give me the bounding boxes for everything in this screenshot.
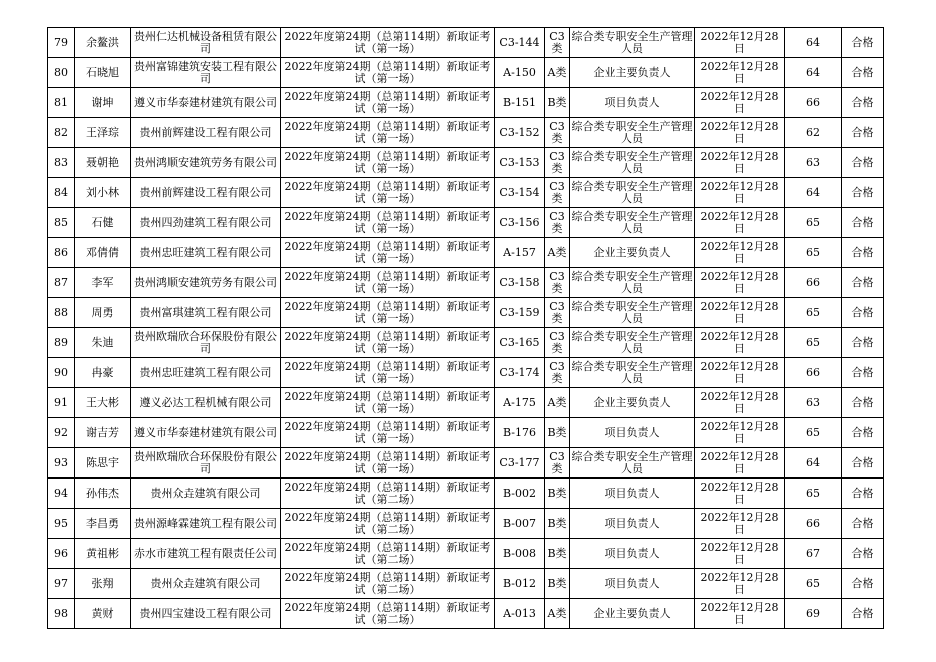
certificate-number-cell: C3-165: [495, 328, 545, 358]
certificate-number-cell: A-157: [495, 238, 545, 268]
result-cell: 合格: [842, 328, 884, 358]
position-title-cell: 项目负责人: [570, 509, 695, 539]
table-row: [48, 208, 884, 238]
certificate-number-cell: C3-158: [495, 268, 545, 298]
result-cell: 合格: [842, 509, 884, 539]
certificate-number-cell: C3-174: [495, 358, 545, 388]
certificate-number-cell: C3-177: [495, 448, 545, 479]
exam-date-cell: 2022年12月28日: [695, 298, 785, 328]
person-name-cell: 周勇: [75, 298, 131, 328]
result-cell: 合格: [842, 298, 884, 328]
row-number-cell: 98: [48, 599, 75, 629]
person-name-cell: 孙伟杰: [75, 478, 131, 509]
company-name-cell: 贵州鸿顺安建筑劳务有限公司: [131, 268, 281, 298]
exam-session-cell: 2022年度第24期（总第114期）新取证考试（第一场）: [281, 268, 495, 298]
company-name-cell: 贵州欧瑞欣合环保股份有限公司: [131, 328, 281, 358]
exam-session-cell: 2022年度第24期（总第114期）新取证考试（第一场）: [281, 178, 495, 208]
category-cell: C3类: [545, 118, 570, 148]
result-cell: 合格: [842, 448, 884, 479]
company-name-cell: 贵州欧瑞欣合环保股份有限公司: [131, 448, 281, 479]
company-name-cell: 贵州忠旺建筑工程有限公司: [131, 238, 281, 268]
position-title-cell: 企业主要负责人: [570, 599, 695, 629]
table-row: [48, 178, 884, 208]
table-row: [48, 509, 884, 539]
position-title-cell: 企业主要负责人: [570, 388, 695, 418]
table-row: [48, 328, 884, 358]
row-number-cell: 91: [48, 388, 75, 418]
category-cell: C3类: [545, 28, 570, 58]
score-cell: 65: [785, 478, 842, 509]
position-title-cell: 综合类专职安全生产管理人员: [570, 118, 695, 148]
result-cell: 合格: [842, 148, 884, 178]
company-name-cell: 遵义市华泰建材建筑有限公司: [131, 418, 281, 448]
position-title-cell: 综合类专职安全生产管理人员: [570, 268, 695, 298]
exam-date-cell: 2022年12月28日: [695, 599, 785, 629]
score-cell: 65: [785, 298, 842, 328]
row-number-cell: 93: [48, 448, 75, 479]
score-cell: 66: [785, 268, 842, 298]
row-number-cell: 89: [48, 328, 75, 358]
position-title-cell: 项目负责人: [570, 88, 695, 118]
row-number-cell: 92: [48, 418, 75, 448]
score-cell: 65: [785, 418, 842, 448]
results-table: [47, 27, 884, 629]
exam-session-cell: 2022年度第24期（总第114期）新取证考试（第二场）: [281, 509, 495, 539]
category-cell: B类: [545, 418, 570, 448]
score-cell: 69: [785, 599, 842, 629]
exam-date-cell: 2022年12月28日: [695, 208, 785, 238]
result-cell: 合格: [842, 58, 884, 88]
certificate-number-cell: B-012: [495, 569, 545, 599]
table-row: [48, 569, 884, 599]
position-title-cell: 综合类专职安全生产管理人员: [570, 328, 695, 358]
score-cell: 64: [785, 448, 842, 479]
position-title-cell: 综合类专职安全生产管理人员: [570, 448, 695, 479]
company-name-cell: 贵州前辉建设工程有限公司: [131, 118, 281, 148]
table-row: [48, 28, 884, 58]
exam-date-cell: 2022年12月28日: [695, 88, 785, 118]
exam-date-cell: 2022年12月28日: [695, 478, 785, 509]
exam-date-cell: 2022年12月28日: [695, 118, 785, 148]
exam-date-cell: 2022年12月28日: [695, 509, 785, 539]
result-cell: 合格: [842, 599, 884, 629]
category-cell: C3类: [545, 448, 570, 479]
position-title-cell: 项目负责人: [570, 539, 695, 569]
row-number-cell: 82: [48, 118, 75, 148]
category-cell: B类: [545, 478, 570, 509]
row-number-cell: 83: [48, 148, 75, 178]
result-cell: 合格: [842, 539, 884, 569]
row-number-cell: 90: [48, 358, 75, 388]
category-cell: B类: [545, 569, 570, 599]
category-cell: C3类: [545, 328, 570, 358]
result-cell: 合格: [842, 569, 884, 599]
exam-date-cell: 2022年12月28日: [695, 569, 785, 599]
score-cell: 63: [785, 148, 842, 178]
result-cell: 合格: [842, 118, 884, 148]
exam-date-cell: 2022年12月28日: [695, 28, 785, 58]
row-number-cell: 96: [48, 539, 75, 569]
position-title-cell: 企业主要负责人: [570, 58, 695, 88]
certificate-number-cell: B-008: [495, 539, 545, 569]
row-number-cell: 86: [48, 238, 75, 268]
certificate-number-cell: C3-153: [495, 148, 545, 178]
result-cell: 合格: [842, 238, 884, 268]
position-title-cell: 项目负责人: [570, 478, 695, 509]
table-row: [48, 599, 884, 629]
exam-session-cell: 2022年度第24期（总第114期）新取证考试（第二场）: [281, 599, 495, 629]
person-name-cell: 冉豪: [75, 358, 131, 388]
person-name-cell: 邓倩倩: [75, 238, 131, 268]
position-title-cell: 企业主要负责人: [570, 238, 695, 268]
certificate-number-cell: C3-152: [495, 118, 545, 148]
score-cell: 65: [785, 569, 842, 599]
row-number-cell: 81: [48, 88, 75, 118]
company-name-cell: 贵州忠旺建筑工程有限公司: [131, 358, 281, 388]
certificate-number-cell: A-150: [495, 58, 545, 88]
person-name-cell: 黄祖彬: [75, 539, 131, 569]
category-cell: C3类: [545, 148, 570, 178]
table-row: [48, 388, 884, 418]
person-name-cell: 石健: [75, 208, 131, 238]
exam-session-cell: 2022年度第24期（总第114期）新取证考试（第一场）: [281, 148, 495, 178]
table-row: [48, 88, 884, 118]
exam-session-cell: 2022年度第24期（总第114期）新取证考试（第一场）: [281, 118, 495, 148]
position-title-cell: 综合类专职安全生产管理人员: [570, 358, 695, 388]
row-number-cell: 94: [48, 478, 75, 509]
exam-session-cell: 2022年度第24期（总第114期）新取证考试（第一场）: [281, 358, 495, 388]
certificate-number-cell: A-175: [495, 388, 545, 418]
category-cell: B类: [545, 539, 570, 569]
company-name-cell: 贵州四劲建筑工程有限公司: [131, 208, 281, 238]
table-row: [48, 58, 884, 88]
company-name-cell: 贵州仁达机械设备租赁有限公司: [131, 28, 281, 58]
row-number-cell: 79: [48, 28, 75, 58]
exam-session-cell: 2022年度第24期（总第114期）新取证考试（第一场）: [281, 58, 495, 88]
score-cell: 66: [785, 358, 842, 388]
position-title-cell: 综合类专职安全生产管理人员: [570, 28, 695, 58]
company-name-cell: 遵义必达工程机械有限公司: [131, 388, 281, 418]
person-name-cell: 陈思宇: [75, 448, 131, 479]
score-cell: 63: [785, 388, 842, 418]
exam-session-cell: 2022年度第24期（总第114期）新取证考试（第二场）: [281, 569, 495, 599]
exam-date-cell: 2022年12月28日: [695, 539, 785, 569]
result-cell: 合格: [842, 268, 884, 298]
category-cell: B类: [545, 88, 570, 118]
score-cell: 64: [785, 178, 842, 208]
table-row: [48, 298, 884, 328]
certificate-number-cell: C3-154: [495, 178, 545, 208]
result-cell: 合格: [842, 388, 884, 418]
row-number-cell: 85: [48, 208, 75, 238]
exam-session-cell: 2022年度第24期（总第114期）新取证考试（第一场）: [281, 88, 495, 118]
result-cell: 合格: [842, 208, 884, 238]
exam-date-cell: 2022年12月28日: [695, 388, 785, 418]
exam-date-cell: 2022年12月28日: [695, 448, 785, 479]
exam-session-cell: 2022年度第24期（总第114期）新取证考试（第二场）: [281, 539, 495, 569]
position-title-cell: 综合类专职安全生产管理人员: [570, 208, 695, 238]
result-cell: 合格: [842, 358, 884, 388]
certificate-number-cell: C3-156: [495, 208, 545, 238]
score-cell: 66: [785, 509, 842, 539]
exam-session-cell: 2022年度第24期（总第114期）新取证考试（第一场）: [281, 328, 495, 358]
category-cell: C3类: [545, 268, 570, 298]
company-name-cell: 贵州四宝建设工程有限公司: [131, 599, 281, 629]
score-cell: 65: [785, 208, 842, 238]
person-name-cell: 王大彬: [75, 388, 131, 418]
exam-date-cell: 2022年12月28日: [695, 238, 785, 268]
position-title-cell: 项目负责人: [570, 418, 695, 448]
person-name-cell: 谢吉芳: [75, 418, 131, 448]
exam-session-cell: 2022年度第24期（总第114期）新取证考试（第一场）: [281, 388, 495, 418]
certificate-number-cell: B-002: [495, 478, 545, 509]
company-name-cell: 贵州富琪建筑工程有限公司: [131, 298, 281, 328]
person-name-cell: 张翔: [75, 569, 131, 599]
position-title-cell: 综合类专职安全生产管理人员: [570, 178, 695, 208]
exam-date-cell: 2022年12月28日: [695, 418, 785, 448]
certificate-number-cell: C3-144: [495, 28, 545, 58]
table-row: [48, 539, 884, 569]
exam-date-cell: 2022年12月28日: [695, 358, 785, 388]
category-cell: C3类: [545, 178, 570, 208]
result-cell: 合格: [842, 418, 884, 448]
category-cell: B类: [545, 509, 570, 539]
table-row: [48, 478, 884, 509]
table-row: [48, 238, 884, 268]
exam-session-cell: 2022年度第24期（总第114期）新取证考试（第一场）: [281, 298, 495, 328]
score-cell: 65: [785, 238, 842, 268]
category-cell: A类: [545, 58, 570, 88]
person-name-cell: 余鳌洪: [75, 28, 131, 58]
row-number-cell: 88: [48, 298, 75, 328]
person-name-cell: 朱迪: [75, 328, 131, 358]
row-number-cell: 95: [48, 509, 75, 539]
certificate-number-cell: B-007: [495, 509, 545, 539]
person-name-cell: 刘小林: [75, 178, 131, 208]
company-name-cell: 赤水市建筑工程有限责任公司: [131, 539, 281, 569]
score-cell: 64: [785, 28, 842, 58]
person-name-cell: 李昌勇: [75, 509, 131, 539]
category-cell: A类: [545, 238, 570, 268]
person-name-cell: 聂朝艳: [75, 148, 131, 178]
category-cell: C3类: [545, 358, 570, 388]
result-cell: 合格: [842, 28, 884, 58]
category-cell: A类: [545, 388, 570, 418]
person-name-cell: 王泽琮: [75, 118, 131, 148]
certificate-number-cell: C3-159: [495, 298, 545, 328]
category-cell: C3类: [545, 208, 570, 238]
category-cell: A类: [545, 599, 570, 629]
table-row: [48, 268, 884, 298]
exam-session-cell: 2022年度第24期（总第114期）新取证考试（第一场）: [281, 238, 495, 268]
score-cell: 62: [785, 118, 842, 148]
company-name-cell: 遵义市华泰建材建筑有限公司: [131, 88, 281, 118]
company-name-cell: 贵州前辉建设工程有限公司: [131, 178, 281, 208]
exam-date-cell: 2022年12月28日: [695, 328, 785, 358]
score-cell: 66: [785, 88, 842, 118]
exam-session-cell: 2022年度第24期（总第114期）新取证考试（第二场）: [281, 478, 495, 509]
table-row: [48, 148, 884, 178]
exam-session-cell: 2022年度第24期（总第114期）新取证考试（第一场）: [281, 208, 495, 238]
table-row: [48, 358, 884, 388]
certificate-number-cell: B-151: [495, 88, 545, 118]
person-name-cell: 谢坤: [75, 88, 131, 118]
exam-session-cell: 2022年度第24期（总第114期）新取证考试（第一场）: [281, 418, 495, 448]
row-number-cell: 97: [48, 569, 75, 599]
exam-date-cell: 2022年12月28日: [695, 268, 785, 298]
certificate-number-cell: B-176: [495, 418, 545, 448]
result-cell: 合格: [842, 178, 884, 208]
table-row: [48, 418, 884, 448]
exam-date-cell: 2022年12月28日: [695, 178, 785, 208]
score-cell: 67: [785, 539, 842, 569]
position-title-cell: 综合类专职安全生产管理人员: [570, 298, 695, 328]
exam-session-cell: 2022年度第24期（总第114期）新取证考试（第一场）: [281, 28, 495, 58]
exam-date-cell: 2022年12月28日: [695, 148, 785, 178]
result-cell: 合格: [842, 88, 884, 118]
row-number-cell: 80: [48, 58, 75, 88]
position-title-cell: 项目负责人: [570, 569, 695, 599]
score-cell: 64: [785, 58, 842, 88]
person-name-cell: 石晓旭: [75, 58, 131, 88]
company-name-cell: 贵州鸿顺安建筑劳务有限公司: [131, 148, 281, 178]
result-cell: 合格: [842, 478, 884, 509]
score-cell: 65: [785, 328, 842, 358]
category-cell: C3类: [545, 298, 570, 328]
position-title-cell: 综合类专职安全生产管理人员: [570, 148, 695, 178]
company-name-cell: 贵州众垚建筑有限公司: [131, 478, 281, 509]
table-row: [48, 448, 884, 479]
person-name-cell: 黄财: [75, 599, 131, 629]
row-number-cell: 87: [48, 268, 75, 298]
person-name-cell: 李军: [75, 268, 131, 298]
exam-session-cell: 2022年度第24期（总第114期）新取证考试（第一场）: [281, 448, 495, 479]
company-name-cell: 贵州源峰霖建筑工程有限公司: [131, 509, 281, 539]
company-name-cell: 贵州众垚建筑有限公司: [131, 569, 281, 599]
exam-date-cell: 2022年12月28日: [695, 58, 785, 88]
certificate-number-cell: A-013: [495, 599, 545, 629]
table-row: [48, 118, 884, 148]
row-number-cell: 84: [48, 178, 75, 208]
company-name-cell: 贵州富锦建筑安装工程有限公司: [131, 58, 281, 88]
